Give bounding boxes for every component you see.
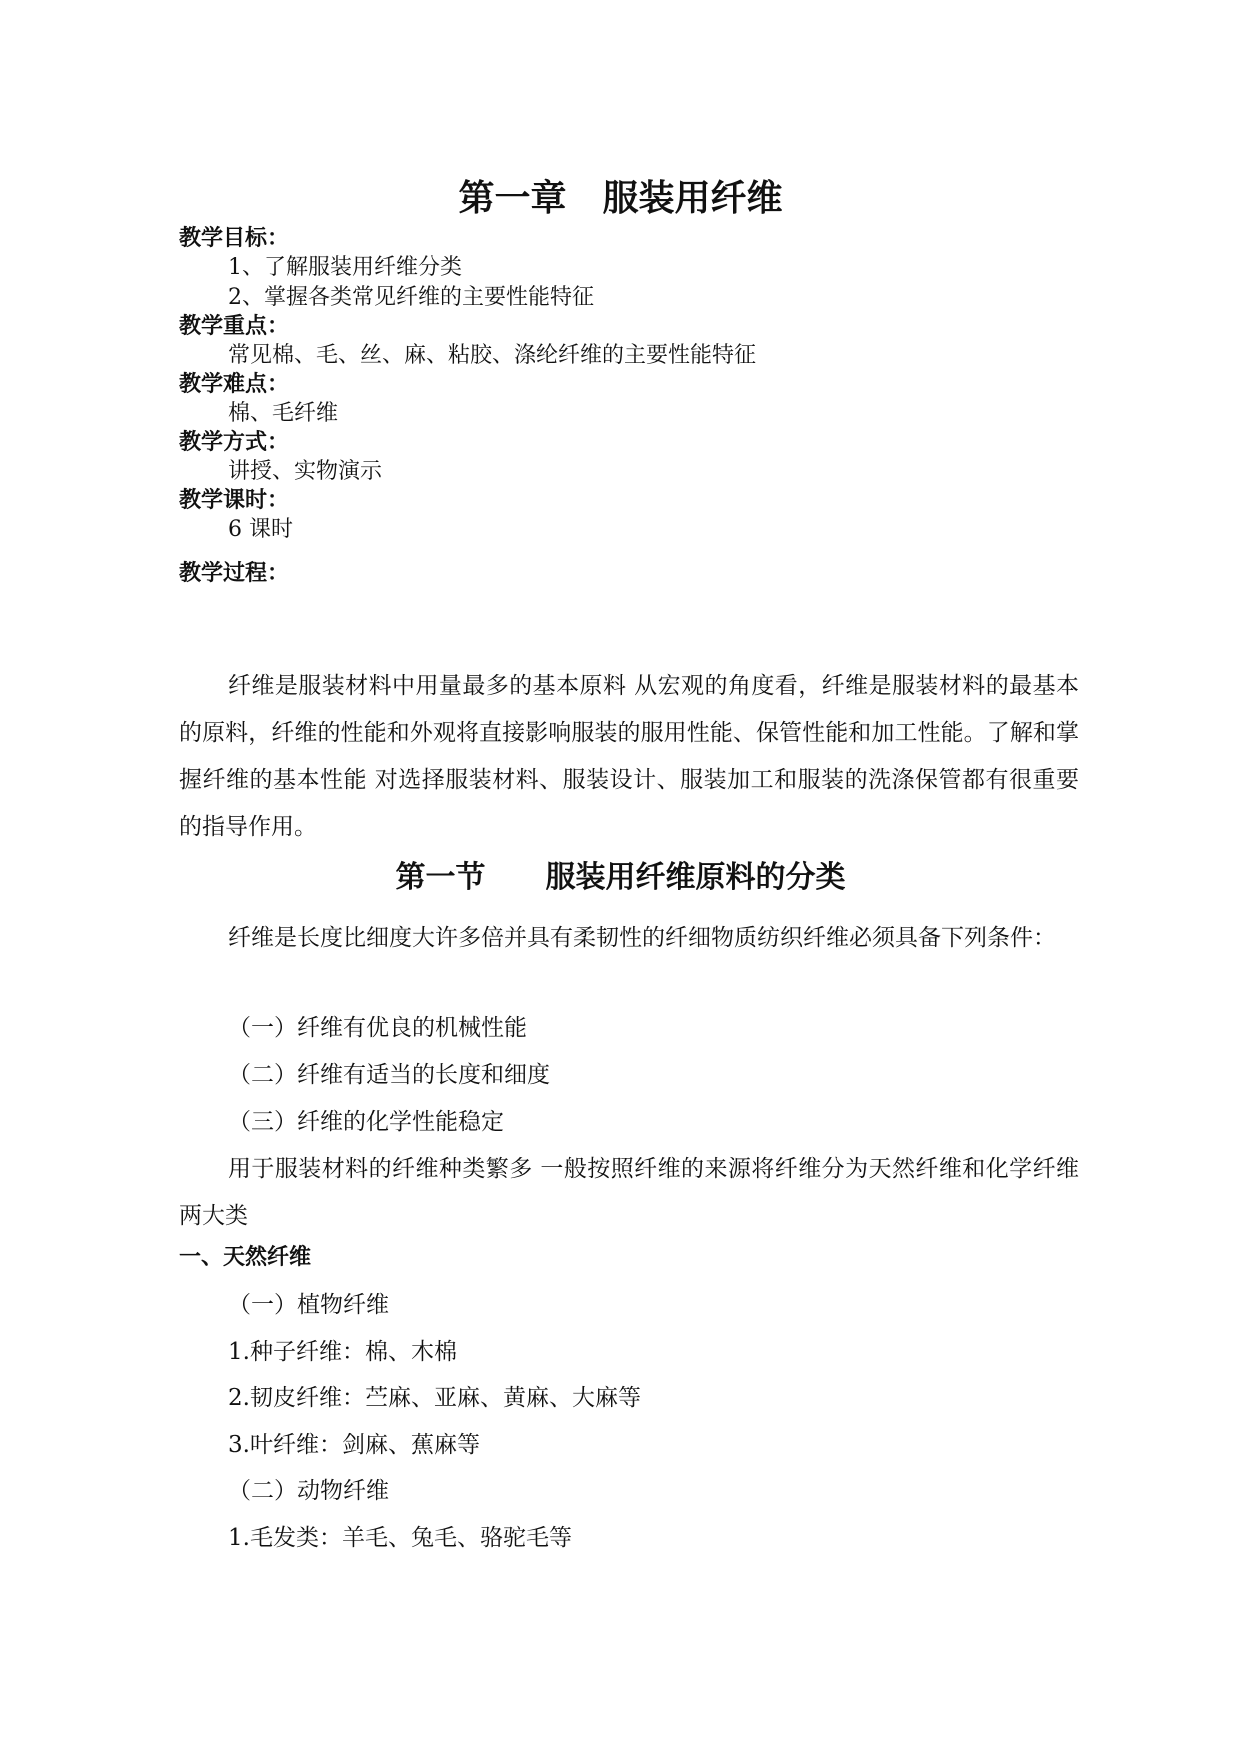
- condition-item: （三）纤维的化学性能稳定: [228, 1109, 504, 1135]
- key-points-text: 常见棉、毛、丝、麻、粘胶、涤纶纤维的主要性能特征: [228, 343, 757, 368]
- objective-item: 2、掌握各类常见纤维的主要性能特征: [228, 285, 594, 310]
- key-points-label: 教学重点：: [179, 314, 290, 339]
- natural-fiber-heading: 一、天然纤维: [179, 1245, 312, 1270]
- classification-paragraph: 用于服装材料的纤维种类繁多 一般按照纤维的来源将纤维分为天然纤维和化学纤维两大类: [179, 1156, 1079, 1229]
- hours-text: 6 课时: [228, 517, 293, 542]
- difficulties-label: 教学难点：: [179, 372, 290, 397]
- process-paragraph: 纤维是服装材料中用量最多的基本原料 从宏观的角度看，纤维是服装材料的最基本的原料，纤维的性能和外观将直接影响服装的服用性能、保管性能和加工性能。了解和掌握纤维的基本性能 对选择服装材料、服装设计、服装加工和服装的洗涤保管都有很重要的指导作用。: [179, 673, 1079, 840]
- plant-fiber-item: 1.种子纤维：棉、木棉: [228, 1339, 457, 1365]
- condition-item: （一）纤维有优良的机械性能: [228, 1015, 527, 1041]
- section-title: 第一节 服装用纤维原料的分类: [395, 860, 846, 895]
- section-intro: 纤维是长度比细度大许多倍并具有柔韧性的纤细物质纺织纤维必须具备下列条件：: [228, 925, 1056, 951]
- objective-item: 1、了解服装用纤维分类: [228, 255, 462, 280]
- plant-fiber-item: 3.叶纤维：剑麻、蕉麻等: [228, 1432, 480, 1458]
- chapter-title: 第一章 服装用纤维: [458, 178, 783, 219]
- methods-text: 讲授、实物演示: [228, 459, 383, 484]
- hours-label: 教学课时：: [179, 488, 290, 513]
- methods-label: 教学方式：: [179, 430, 290, 455]
- plant-fiber-heading: （一）植物纤维: [228, 1292, 389, 1318]
- animal-fiber-item: 1.毛发类：羊毛、兔毛、骆驼毛等: [228, 1525, 572, 1551]
- process-label: 教学过程：: [179, 561, 290, 586]
- plant-fiber-item: 2.韧皮纤维：苎麻、亚麻、黄麻、大麻等: [228, 1385, 641, 1411]
- animal-fiber-heading: （二）动物纤维: [228, 1478, 389, 1504]
- objectives-label: 教学目标：: [179, 226, 290, 251]
- condition-item: （二）纤维有适当的长度和细度: [228, 1062, 550, 1088]
- difficulties-text: 棉、毛纤维: [228, 401, 339, 426]
